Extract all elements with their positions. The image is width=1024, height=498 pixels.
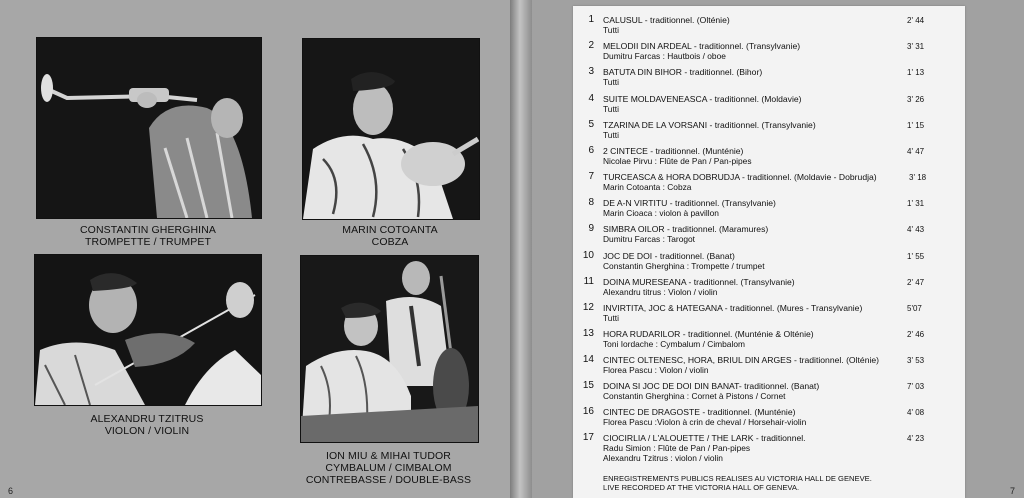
track-title: TZARINA DE LA VORSANI - traditionnel. (Transylvanie) xyxy=(603,120,816,130)
track-performer: Radu Simion : Flûte de Pan / Pan-pipes xyxy=(603,443,751,453)
cymbalum-bass-illustration xyxy=(301,256,478,442)
photo-violin-player xyxy=(34,254,262,406)
track-performer-2: Alexandru Tzitrus : violon / violin xyxy=(603,453,723,463)
track-title: HORA RUDARILOR - traditionnel. (Munténie & Olténie) xyxy=(603,329,814,339)
track-duration: 1' 15 xyxy=(907,121,925,130)
track-number: 17 xyxy=(582,432,594,443)
photo-cobza-player xyxy=(302,38,480,220)
track-performer: Tutti xyxy=(603,130,619,140)
track-title: MELODII DIN ARDEAL - traditionnel. (Transylvanie) xyxy=(603,41,801,51)
track-performer: Florea Pascu :Violon à crin de cheval / Horsehair-violin xyxy=(603,417,807,427)
track-number: 7 xyxy=(588,171,594,182)
track-number: 1 xyxy=(588,14,594,25)
booklet-spine xyxy=(510,0,532,498)
caption-name: ION MIU & MIHAI TUDOR xyxy=(326,450,451,462)
track-number: 2 xyxy=(588,40,594,51)
track-performer: Tutti xyxy=(603,77,619,87)
track-title: CALUSUL - traditionnel. (Olténie) xyxy=(603,15,730,25)
track-performer: Nicolae Pirvu : Flûte de Pan / Pan-pipes xyxy=(603,156,752,166)
track-performer: Constantin Gherghina : Cornet à Pistons / Cornet xyxy=(603,391,786,401)
track-performer: Toni Iordache : Cymbalum / Cimbalom xyxy=(603,339,745,349)
track-title: DOINA SI JOC DE DOI DIN BANAT- traditionnel. (Banat) xyxy=(603,381,820,391)
track-number: 10 xyxy=(582,250,594,261)
track-performer: Tutti xyxy=(603,104,619,114)
track-number: 3 xyxy=(588,66,594,77)
track-number: 13 xyxy=(582,328,594,339)
track-duration: 3' 26 xyxy=(907,95,925,104)
track-duration: 3' 31 xyxy=(907,42,925,51)
caption-instrument: COBZA xyxy=(371,236,409,248)
track-duration: 2' 46 xyxy=(907,330,925,339)
track-number: 9 xyxy=(588,223,594,234)
track-number: 4 xyxy=(588,93,594,104)
caption-instrument: TROMPETTE / TRUMPET xyxy=(85,236,211,248)
track-performer: Dumitru Farcas : Tarogot xyxy=(603,234,696,244)
track-duration: 2' 47 xyxy=(907,278,925,287)
track-title: INVIRTITA, JOC & HATEGANA - traditionnel. (Mures - Transylvanie) xyxy=(603,303,863,313)
track-title: CINTEC DE DRAGOSTE - traditionnel. (Munténie) xyxy=(603,407,796,417)
page-number-right: 7 xyxy=(1010,486,1016,496)
track-performer: Tutti xyxy=(603,313,619,323)
track-number: 14 xyxy=(582,354,594,365)
track-performer: Marin Cotoanta : Cobza xyxy=(603,182,692,192)
track-title: 2 CINTECE - traditionnel. (Munténie) xyxy=(603,146,744,156)
track-performer: Marin Cioaca : violon à pavillon xyxy=(603,208,719,218)
track-list-panel xyxy=(573,6,965,498)
caption-instrument: VIOLON / VIOLIN xyxy=(104,425,190,437)
caption-cobza xyxy=(302,224,478,248)
track-number: 6 xyxy=(588,145,594,156)
caption-instrument: CYMBALUM / CIMBALOM xyxy=(325,462,452,474)
caption-trumpet xyxy=(36,224,260,248)
track-performer: Constantin Gherghina : Trompette / trumpet xyxy=(603,261,765,271)
track-duration: 1' 55 xyxy=(907,252,925,261)
track-performer: Alexandru titrus : Violon / violin xyxy=(603,287,718,297)
track-number: 16 xyxy=(582,406,594,417)
track-number: 8 xyxy=(588,197,594,208)
track-duration: 4' 23 xyxy=(907,434,925,443)
track-duration: 1' 13 xyxy=(907,68,925,77)
track-title: SUITE MOLDAVENEASCA - traditionnel. (Moldavie) xyxy=(603,94,802,104)
track-title: CINTEC OLTENESC, HORA, BRIUL DIN ARGES - traditionnel. (Olténie) xyxy=(603,355,880,365)
caption-cymbalum xyxy=(290,450,487,486)
recording-note xyxy=(603,474,872,492)
caption-name: CONSTANTIN GHERGHINA xyxy=(80,224,216,236)
track-duration: 1' 31 xyxy=(907,199,925,208)
track-title: SIMBRA OILOR - traditionnel. (Maramures) xyxy=(603,224,769,234)
photo-trumpet-player xyxy=(36,37,262,219)
track-duration: 7' 03 xyxy=(907,382,925,391)
trumpet-player-illustration xyxy=(37,38,261,218)
track-duration: 4' 47 xyxy=(907,147,925,156)
track-duration: 4' 43 xyxy=(907,225,925,234)
track-title: CIOCIRLIA / L'ALOUETTE / THE LARK - traditionnel. xyxy=(603,433,806,443)
track-number: 12 xyxy=(582,302,594,313)
track-duration: 2' 44 xyxy=(907,16,925,25)
caption-name: ALEXANDRU TZITRUS xyxy=(90,413,204,425)
track-title: TURCEASCA & HORA DOBRUDJA - traditionnel. (Moldavie - Dobrudja) xyxy=(603,172,877,182)
track-duration: 3' 18 xyxy=(909,173,927,182)
track-duration: 5'07 xyxy=(907,304,922,313)
track-title: DOINA MURESEANA - traditionnel. (Transylvanie) xyxy=(603,277,795,287)
track-performer: Florea Pascu : Violon / violin xyxy=(603,365,709,375)
track-number: 11 xyxy=(583,276,594,287)
caption-violin xyxy=(34,413,260,437)
track-title: BATUTA DIN BIHOR - traditionnel. (Bihor) xyxy=(603,67,763,77)
track-performer: Tutti xyxy=(603,25,619,35)
track-number: 15 xyxy=(582,380,594,391)
caption-name: MARIN COTOANTA xyxy=(342,224,438,236)
page-number-left: 6 xyxy=(8,486,14,496)
track-duration: 4' 08 xyxy=(907,408,925,417)
track-number: 5 xyxy=(588,119,594,130)
caption-instrument-2: CONTREBASSE / DOUBLE-BASS xyxy=(305,474,472,486)
track-title: JOC DE DOI - traditionnel. (Banat) xyxy=(603,251,735,261)
cobza-player-illustration xyxy=(303,39,479,219)
recording-note-en: LIVE RECORDED AT THE VICTORIA HALL OF GENEVA. xyxy=(603,483,800,492)
photo-cymbalum-bass xyxy=(300,255,479,443)
violin-player-illustration xyxy=(35,255,261,405)
recording-note-fr: ENREGISTREMENTS PUBLICS REALISES AU VICTORIA HALL DE GENEVE. xyxy=(603,474,872,483)
track-duration: 3' 53 xyxy=(907,356,925,365)
track-title: DE A-N VIRTITU - traditionnel. (Transylvanie) xyxy=(603,198,776,208)
track-performer: Dumitru Farcas : Hautbois / oboe xyxy=(603,51,726,61)
